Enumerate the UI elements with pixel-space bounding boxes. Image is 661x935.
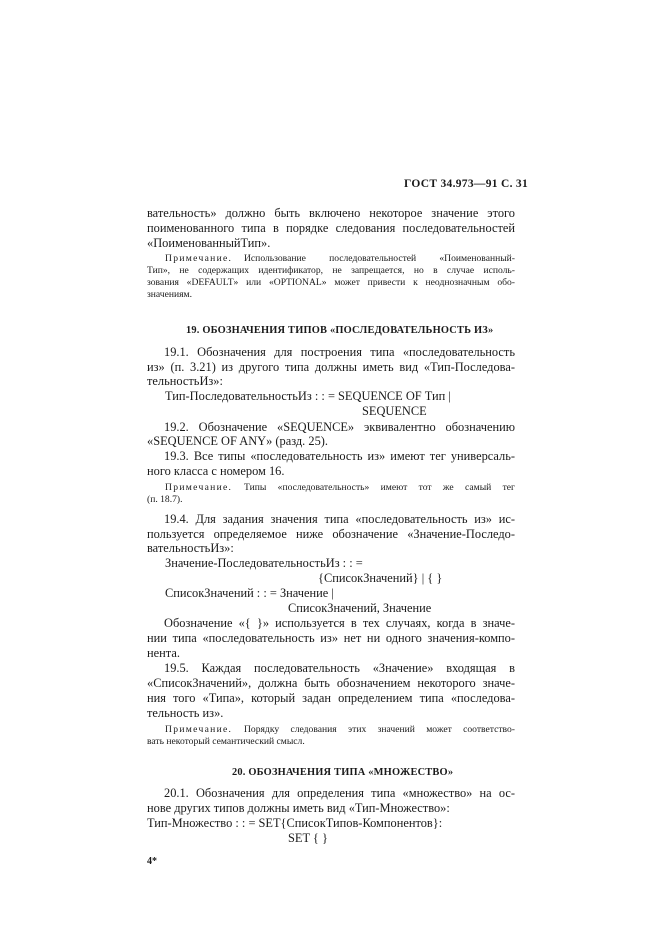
text-line: тельностьИз»: bbox=[147, 374, 223, 388]
text-line: нии типа «последовательность из» нет ни одного значения-компо- bbox=[147, 631, 515, 645]
text-line: «СписокЗначений», должна быть обозначением некоторого значе- bbox=[147, 676, 515, 690]
formula-sequence-of: Тип-ПоследовательностьИз : : = SEQUENCE OF Тип | bbox=[165, 389, 451, 403]
note-label: Примечание. bbox=[165, 482, 233, 493]
text-line: нента. bbox=[147, 646, 180, 660]
signature-mark: 4* bbox=[147, 856, 157, 867]
note-line: Порядку следования этих значений может соответство- bbox=[244, 724, 515, 735]
text-line: 19.4. Для задания значения типа «последовательность из» ис- bbox=[164, 512, 515, 526]
section-20-heading: 20. ОБОЗНАЧЕНИЯ ТИПА «МНОЖЕСТВО» bbox=[232, 767, 454, 778]
note-line: (п. 18.7). bbox=[147, 494, 183, 505]
note-line: Типы «последовательность» имеют тот же самый тег bbox=[244, 482, 515, 493]
text-line: вательностьИз»: bbox=[147, 541, 234, 555]
formula-value-list: СписокЗначений : : = Значение | bbox=[165, 586, 334, 600]
text-line: «SEQUENCE OF ANY» (разд. 25). bbox=[147, 434, 328, 448]
text-line: 19.5. Каждая последовательность «Значение» входящая в bbox=[164, 661, 515, 675]
text-line: ного класса с номером 16. bbox=[147, 464, 285, 478]
note-label: Примечание. bbox=[165, 724, 233, 735]
note-line: значениям. bbox=[147, 289, 193, 300]
section-19-heading: 19. ОБОЗНАЧЕНИЯ ТИПОВ «ПОСЛЕДОВАТЕЛЬНОСТЬ ИЗ» bbox=[186, 325, 494, 336]
text-line: 19.3. Все типы «последовательность из» имеют тег универсаль- bbox=[164, 449, 515, 463]
formula-value-list-alt: {СписокЗначений} | { } bbox=[318, 571, 443, 585]
formula-set: Тип-Множество : : = SET{СписокТипов-Компонентов}: bbox=[147, 816, 443, 830]
note-line: Тип», не содержащих идентификатор, не запрещается, но в случае исполь- bbox=[147, 265, 515, 276]
text-line: 19.1. Обозначения для построения типа «последовательность bbox=[164, 345, 515, 359]
text-line: поименованного типа в порядке следования последовательностей bbox=[147, 221, 515, 235]
note-label: Примечание. bbox=[165, 253, 233, 264]
note-line: Использование последовательностей «Поименованный- bbox=[244, 253, 515, 264]
text-line: «ПоименованныйТип». bbox=[147, 236, 271, 250]
formula-set-empty: SET { } bbox=[288, 831, 328, 845]
formula-sequence: SEQUENCE bbox=[362, 404, 427, 418]
text-line: тельность из». bbox=[147, 706, 224, 720]
text-line: из» (п. 3.21) из другого типа должны иметь вид «Тип-Последова- bbox=[147, 360, 515, 374]
text-line: 20.1. Обозначения для определения типа «множество» на ос- bbox=[164, 786, 515, 800]
text-line: вательность» должно быть включено некоторое значение этого bbox=[147, 206, 515, 220]
formula-value-seq-of: Значение-ПоследовательностьИз : : = bbox=[165, 556, 363, 570]
running-head: ГОСТ 34.973—91 С. 31 bbox=[404, 178, 529, 190]
text-line: ния того «Типа», который задан определением типа «последова- bbox=[147, 691, 515, 705]
note-line: вать некоторый семантический смысл. bbox=[147, 736, 305, 747]
text-line: нове других типов должны иметь вид «Тип-Множество»: bbox=[147, 801, 450, 815]
text-line: 19.2. Обозначение «SEQUENCE» эквивалентно обозначению bbox=[164, 420, 515, 434]
formula-value-list-rec: СписокЗначений, Значение bbox=[288, 601, 432, 615]
text-line: Обозначение «{ }» используется в тех случаях, когда в значе- bbox=[164, 616, 515, 630]
text-line: пользуется определяемое ниже обозначение «Значение-Последо- bbox=[147, 527, 515, 541]
note-line: зования «DEFAULT» или «OPTIONAL» может привести к неоднозначным обо- bbox=[147, 277, 515, 288]
